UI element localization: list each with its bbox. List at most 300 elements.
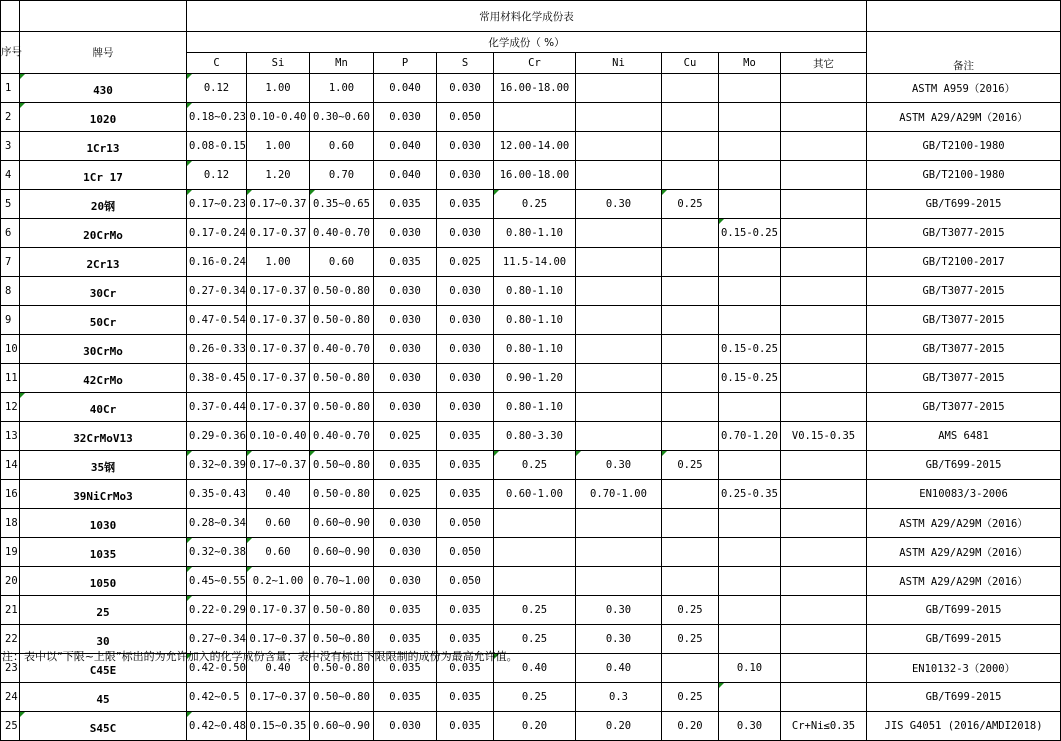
cell-mn: 0.50-0.80 — [310, 393, 374, 422]
cell-mn: 0.50-0.80 — [310, 596, 374, 625]
header-index: 序号 — [1, 32, 20, 74]
cell-c: 0.47-0.54 — [187, 306, 247, 335]
cell-c: 0.17~0.23 — [187, 190, 247, 219]
cell-si: 1.00 — [247, 74, 310, 103]
cell-other — [781, 625, 867, 654]
cell-ni — [576, 161, 662, 190]
cell-mn: 0.70 — [310, 161, 374, 190]
row-index: 20 — [1, 567, 20, 596]
cell-cu — [662, 335, 719, 364]
cell-p: 0.030 — [374, 103, 437, 132]
cell-ni: 0.30 — [576, 190, 662, 219]
cell-c: 0.42~0.5 — [187, 683, 247, 712]
row-grade: 1035 — [20, 538, 187, 567]
cell-si: 0.17-0.37 — [247, 335, 310, 364]
cell-mn: 0.70~1.00 — [310, 567, 374, 596]
cell-remark: GB/T3077-2015 — [867, 219, 1061, 248]
cell-c: 0.42-0.50 — [187, 654, 247, 683]
cell-mn: 0.35~0.65 — [310, 190, 374, 219]
cell-mo — [719, 306, 781, 335]
cell-ni: 0.40 — [576, 654, 662, 683]
cell-ni — [576, 567, 662, 596]
header-element: Mn — [310, 53, 374, 74]
cell-s: 0.030 — [437, 74, 494, 103]
cell-cu — [662, 364, 719, 393]
row-grade: 50Cr — [20, 306, 187, 335]
row-index: 11 — [1, 364, 20, 393]
cell-p: 0.030 — [374, 567, 437, 596]
cell-mo: 0.15-0.25 — [719, 219, 781, 248]
cell-other: Cr+Ni≤0.35 — [781, 712, 867, 741]
row-index: 22 — [1, 625, 20, 654]
row-grade: 42CrMo — [20, 364, 187, 393]
cell-other — [781, 567, 867, 596]
table-row — [1, 393, 1061, 422]
cell-cu — [662, 480, 719, 509]
cell-s: 0.030 — [437, 161, 494, 190]
cell-p: 0.030 — [374, 538, 437, 567]
cell-p: 0.035 — [374, 596, 437, 625]
row-grade: 430 — [20, 74, 187, 103]
cell-c: 0.38-0.45 — [187, 364, 247, 393]
cell-si: 0.17-0.37 — [247, 277, 310, 306]
cell-s: 0.035 — [437, 480, 494, 509]
cell-p: 0.035 — [374, 190, 437, 219]
cell-other — [781, 277, 867, 306]
cell-remark: ASTM A29/A29M（2016） — [867, 509, 1061, 538]
cell-cr: 16.00-18.00 — [494, 74, 576, 103]
row-grade: 20CrMo — [20, 219, 187, 248]
cell-mo — [719, 277, 781, 306]
cell-cr: 16.00-18.00 — [494, 161, 576, 190]
cell-cu: 0.20 — [662, 712, 719, 741]
cell-mo — [719, 132, 781, 161]
cell-si: 1.00 — [247, 248, 310, 277]
cell-ni — [576, 306, 662, 335]
corner-cell — [1, 1, 20, 32]
cell-remark: GB/T699-2015 — [867, 625, 1061, 654]
row-grade: C45E — [20, 654, 187, 683]
cell-s: 0.035 — [437, 683, 494, 712]
cell-remark: GB/T3077-2015 — [867, 364, 1061, 393]
cell-p: 0.030 — [374, 277, 437, 306]
cell-cu — [662, 393, 719, 422]
cell-mn: 0.40-0.70 — [310, 335, 374, 364]
corner-cell-2 — [20, 1, 187, 32]
cell-cr — [494, 538, 576, 567]
cell-si: 0.17-0.37 — [247, 306, 310, 335]
cell-cu — [662, 103, 719, 132]
cell-c: 0.17-0.24 — [187, 219, 247, 248]
header-element: C — [187, 53, 247, 74]
cell-s: 0.030 — [437, 219, 494, 248]
cell-p: 0.030 — [374, 306, 437, 335]
table-row — [1, 509, 1061, 538]
header-element: Si — [247, 53, 310, 74]
cell-remark: EN10132-3（2000） — [867, 654, 1061, 683]
row-index: 4 — [1, 161, 20, 190]
cell-remark: ASTM A29/A29M（2016） — [867, 567, 1061, 596]
cell-other — [781, 538, 867, 567]
cell-cu — [662, 132, 719, 161]
row-grade: S45C — [20, 712, 187, 741]
cell-other — [781, 654, 867, 683]
row-grade: 20钢 — [20, 190, 187, 219]
cell-c: 0.26-0.33 — [187, 335, 247, 364]
cell-si: 0.60 — [247, 538, 310, 567]
cell-cr — [494, 567, 576, 596]
row-index: 21 — [1, 596, 20, 625]
cell-s: 0.035 — [437, 596, 494, 625]
page-title: 常用材料化学成份表 — [187, 1, 867, 32]
cell-mo — [719, 683, 781, 712]
row-index: 16 — [1, 480, 20, 509]
cell-p: 0.025 — [374, 422, 437, 451]
cell-p: 0.030 — [374, 364, 437, 393]
cell-mn: 0.60 — [310, 132, 374, 161]
cell-mo — [719, 596, 781, 625]
table-row — [1, 712, 1061, 741]
corner-cell-3 — [867, 1, 1061, 32]
cell-mo — [719, 103, 781, 132]
cell-s: 0.035 — [437, 451, 494, 480]
cell-mn: 0.50~0.80 — [310, 451, 374, 480]
cell-other — [781, 393, 867, 422]
cell-cu — [662, 161, 719, 190]
cell-cu: 0.25 — [662, 596, 719, 625]
cell-remark: GB/T699-2015 — [867, 596, 1061, 625]
cell-c: 0.22-0.29 — [187, 596, 247, 625]
cell-remark: ASTM A959（2016） — [867, 74, 1061, 103]
cell-p: 0.040 — [374, 161, 437, 190]
cell-other — [781, 451, 867, 480]
cell-s: 0.030 — [437, 335, 494, 364]
cell-si: 0.17~0.37 — [247, 190, 310, 219]
cell-mo — [719, 74, 781, 103]
cell-cu: 0.25 — [662, 190, 719, 219]
cell-other — [781, 509, 867, 538]
row-index: 2 — [1, 103, 20, 132]
cell-p: 0.040 — [374, 132, 437, 161]
cell-si: 0.17~0.37 — [247, 683, 310, 712]
cell-c: 0.12 — [187, 161, 247, 190]
cell-p: 0.035 — [374, 451, 437, 480]
row-index: 25 — [1, 712, 20, 741]
cell-cr: 0.25 — [494, 596, 576, 625]
cell-p: 0.025 — [374, 480, 437, 509]
cell-cu — [662, 248, 719, 277]
cell-c: 0.28~0.34 — [187, 509, 247, 538]
cell-cr: 0.90-1.20 — [494, 364, 576, 393]
row-grade: 39NiCrMo3 — [20, 480, 187, 509]
cell-cu — [662, 422, 719, 451]
cell-other — [781, 306, 867, 335]
row-index: 19 — [1, 538, 20, 567]
cell-cr: 11.5-14.00 — [494, 248, 576, 277]
cell-si: 0.60 — [247, 509, 310, 538]
cell-remark: GB/T3077-2015 — [867, 393, 1061, 422]
cell-si: 0.10-0.40 — [247, 422, 310, 451]
cell-ni — [576, 277, 662, 306]
cell-cu — [662, 306, 719, 335]
row-grade: 1030 — [20, 509, 187, 538]
cell-cr — [494, 509, 576, 538]
cell-si: 0.17-0.37 — [247, 219, 310, 248]
cell-other — [781, 161, 867, 190]
cell-mn: 0.60~0.90 — [310, 538, 374, 567]
cell-s: 0.030 — [437, 364, 494, 393]
cell-c: 0.27~0.34 — [187, 625, 247, 654]
cell-si: 0.17~0.37 — [247, 625, 310, 654]
cell-cr: 0.80-1.10 — [494, 277, 576, 306]
row-grade: 1Cr 17 — [20, 161, 187, 190]
cell-c: 0.27-0.34 — [187, 277, 247, 306]
cell-si: 0.10-0.40 — [247, 103, 310, 132]
cell-cr: 0.40 — [494, 654, 576, 683]
row-grade: 25 — [20, 596, 187, 625]
cell-ni — [576, 422, 662, 451]
cell-cu — [662, 538, 719, 567]
row-grade: 32CrMoV13 — [20, 422, 187, 451]
cell-remark: GB/T699-2015 — [867, 451, 1061, 480]
cell-mo — [719, 393, 781, 422]
cell-ni — [576, 219, 662, 248]
cell-ni — [576, 364, 662, 393]
cell-mn: 0.50~0.80 — [310, 625, 374, 654]
cell-mo — [719, 567, 781, 596]
cell-p: 0.035 — [374, 683, 437, 712]
cell-cr: 12.00-14.00 — [494, 132, 576, 161]
cell-si: 0.17-0.37 — [247, 364, 310, 393]
cell-si: 1.20 — [247, 161, 310, 190]
header-element: Cu — [662, 53, 719, 74]
row-index: 12 — [1, 393, 20, 422]
row-index: 9 — [1, 306, 20, 335]
table-row — [1, 683, 1061, 712]
row-index: 24 — [1, 683, 20, 712]
cell-mn: 0.30~0.60 — [310, 103, 374, 132]
cell-c: 0.08-0.15 — [187, 132, 247, 161]
cell-mn: 0.40-0.70 — [310, 422, 374, 451]
table-row — [1, 219, 1061, 248]
cell-ni: 0.3 — [576, 683, 662, 712]
cell-remark: GB/T2100-1980 — [867, 161, 1061, 190]
cell-other — [781, 190, 867, 219]
cell-c: 0.35-0.43 — [187, 480, 247, 509]
cell-c: 0.29-0.36 — [187, 422, 247, 451]
cell-other — [781, 596, 867, 625]
cell-other — [781, 683, 867, 712]
cell-c: 0.32~0.39 — [187, 451, 247, 480]
cell-s: 0.035 — [437, 190, 494, 219]
cell-ni: 0.30 — [576, 625, 662, 654]
cell-other — [781, 103, 867, 132]
cell-si: 0.17~0.37 — [247, 451, 310, 480]
cell-s: 0.050 — [437, 103, 494, 132]
cell-s: 0.025 — [437, 248, 494, 277]
cell-ni — [576, 74, 662, 103]
cell-mn: 0.50-0.80 — [310, 364, 374, 393]
cell-ni — [576, 538, 662, 567]
cell-mo — [719, 625, 781, 654]
table-row — [1, 364, 1061, 393]
cell-remark: GB/T699-2015 — [867, 683, 1061, 712]
row-grade: 1020 — [20, 103, 187, 132]
cell-other: V0.15-0.35 — [781, 422, 867, 451]
row-grade: 35钢 — [20, 451, 187, 480]
cell-mn: 0.50~0.80 — [310, 683, 374, 712]
table-row — [1, 306, 1061, 335]
row-grade: 1050 — [20, 567, 187, 596]
cell-ni — [576, 248, 662, 277]
cell-mn: 0.60 — [310, 248, 374, 277]
cell-s: 0.030 — [437, 277, 494, 306]
table-row — [1, 190, 1061, 219]
cell-remark: ASTM A29/A29M（2016） — [867, 538, 1061, 567]
row-index: 13 — [1, 422, 20, 451]
header-remark: 备注 — [867, 32, 1061, 74]
cell-s: 0.035 — [437, 654, 494, 683]
cell-p: 0.030 — [374, 335, 437, 364]
row-index: 6 — [1, 219, 20, 248]
cell-c: 0.42~0.48 — [187, 712, 247, 741]
row-index: 8 — [1, 277, 20, 306]
cell-cu: 0.25 — [662, 683, 719, 712]
cell-ni: 0.30 — [576, 596, 662, 625]
cell-other — [781, 132, 867, 161]
table-row — [1, 132, 1061, 161]
cell-ni: 0.30 — [576, 451, 662, 480]
cell-other — [781, 364, 867, 393]
row-grade: 2Cr13 — [20, 248, 187, 277]
table-row — [1, 161, 1061, 190]
row-grade: 40Cr — [20, 393, 187, 422]
table-row — [1, 103, 1061, 132]
cell-s: 0.035 — [437, 422, 494, 451]
row-grade: 1Cr13 — [20, 132, 187, 161]
cell-other — [781, 219, 867, 248]
cell-other — [781, 335, 867, 364]
row-index: 14 — [1, 451, 20, 480]
cell-ni — [576, 393, 662, 422]
row-index: 1 — [1, 74, 20, 103]
table-row — [1, 480, 1061, 509]
cell-mn: 0.50-0.80 — [310, 480, 374, 509]
cell-cu — [662, 654, 719, 683]
cell-cr: 0.25 — [494, 190, 576, 219]
cell-cu: 0.25 — [662, 625, 719, 654]
table-row — [1, 248, 1061, 277]
header-element: S — [437, 53, 494, 74]
cell-mn: 1.00 — [310, 74, 374, 103]
cell-mo: 0.10 — [719, 654, 781, 683]
table-row — [1, 538, 1061, 567]
row-grade: 45 — [20, 683, 187, 712]
cell-remark: GB/T3077-2015 — [867, 277, 1061, 306]
cell-remark: GB/T3077-2015 — [867, 306, 1061, 335]
row-index: 7 — [1, 248, 20, 277]
cell-si: 0.17-0.37 — [247, 393, 310, 422]
cell-mo: 0.70-1.20 — [719, 422, 781, 451]
table-row — [1, 596, 1061, 625]
cell-remark: GB/T3077-2015 — [867, 335, 1061, 364]
cell-ni — [576, 103, 662, 132]
row-grade: 30 — [20, 625, 187, 654]
cell-mo — [719, 190, 781, 219]
cell-mo: 0.15-0.25 — [719, 364, 781, 393]
cell-cr: 0.25 — [494, 683, 576, 712]
cell-mn: 0.50-0.80 — [310, 277, 374, 306]
cell-remark: EN10083/3-2006 — [867, 480, 1061, 509]
row-index: 23 — [1, 654, 20, 683]
table-row — [1, 422, 1061, 451]
cell-cr: 0.20 — [494, 712, 576, 741]
cell-mn: 0.60~0.90 — [310, 712, 374, 741]
cell-p: 0.040 — [374, 74, 437, 103]
cell-cr: 0.25 — [494, 451, 576, 480]
footnote: 注：表中以“下限~上限”标出的为允许加入的化学成份含量；表中没有标出下限限制的成份为最高允许值。 — [2, 650, 518, 663]
cell-c: 0.18~0.23 — [187, 103, 247, 132]
cell-ni — [576, 132, 662, 161]
cell-other — [781, 248, 867, 277]
cell-ni: 0.20 — [576, 712, 662, 741]
cell-si: 0.40 — [247, 654, 310, 683]
cell-p: 0.030 — [374, 712, 437, 741]
cell-c: 0.16-0.24 — [187, 248, 247, 277]
cell-cr: 0.80-3.30 — [494, 422, 576, 451]
cell-mn: 0.40-0.70 — [310, 219, 374, 248]
header-element: P — [374, 53, 437, 74]
cell-mo: 0.15-0.25 — [719, 335, 781, 364]
cell-cr: 0.80-1.10 — [494, 335, 576, 364]
table-row — [1, 74, 1061, 103]
cell-cu — [662, 509, 719, 538]
cell-s: 0.030 — [437, 393, 494, 422]
cell-si: 0.17-0.37 — [247, 596, 310, 625]
row-index: 3 — [1, 132, 20, 161]
cell-mo — [719, 161, 781, 190]
header-element: 其它 — [781, 53, 867, 74]
cell-mn: 0.60~0.90 — [310, 509, 374, 538]
row-grade: 30CrMo — [20, 335, 187, 364]
row-grade: 30Cr — [20, 277, 187, 306]
header-element: Ni — [576, 53, 662, 74]
cell-cr: 0.80-1.10 — [494, 393, 576, 422]
cell-cr: 0.25 — [494, 625, 576, 654]
cell-c: 0.45~0.55 — [187, 567, 247, 596]
cell-mo — [719, 538, 781, 567]
header-element: Cr — [494, 53, 576, 74]
cell-remark: GB/T2100-1980 — [867, 132, 1061, 161]
cell-s: 0.050 — [437, 538, 494, 567]
cell-p: 0.030 — [374, 509, 437, 538]
cell-s: 0.050 — [437, 567, 494, 596]
table-row — [1, 451, 1061, 480]
table-row — [1, 277, 1061, 306]
cell-si: 1.00 — [247, 132, 310, 161]
header-grade: 牌号 — [20, 32, 187, 74]
cell-s: 0.050 — [437, 509, 494, 538]
cell-remark: JIS G4051 (2016/AMDI2018) — [867, 712, 1061, 741]
cell-remark: ASTM A29/A29M（2016） — [867, 103, 1061, 132]
cell-ni: 0.70-1.00 — [576, 480, 662, 509]
cell-c: 0.32~0.38 — [187, 538, 247, 567]
cell-c: 0.37-0.44 — [187, 393, 247, 422]
row-index: 10 — [1, 335, 20, 364]
header-element: Mo — [719, 53, 781, 74]
cell-p: 0.035 — [374, 625, 437, 654]
cell-si: 0.15~0.35 — [247, 712, 310, 741]
